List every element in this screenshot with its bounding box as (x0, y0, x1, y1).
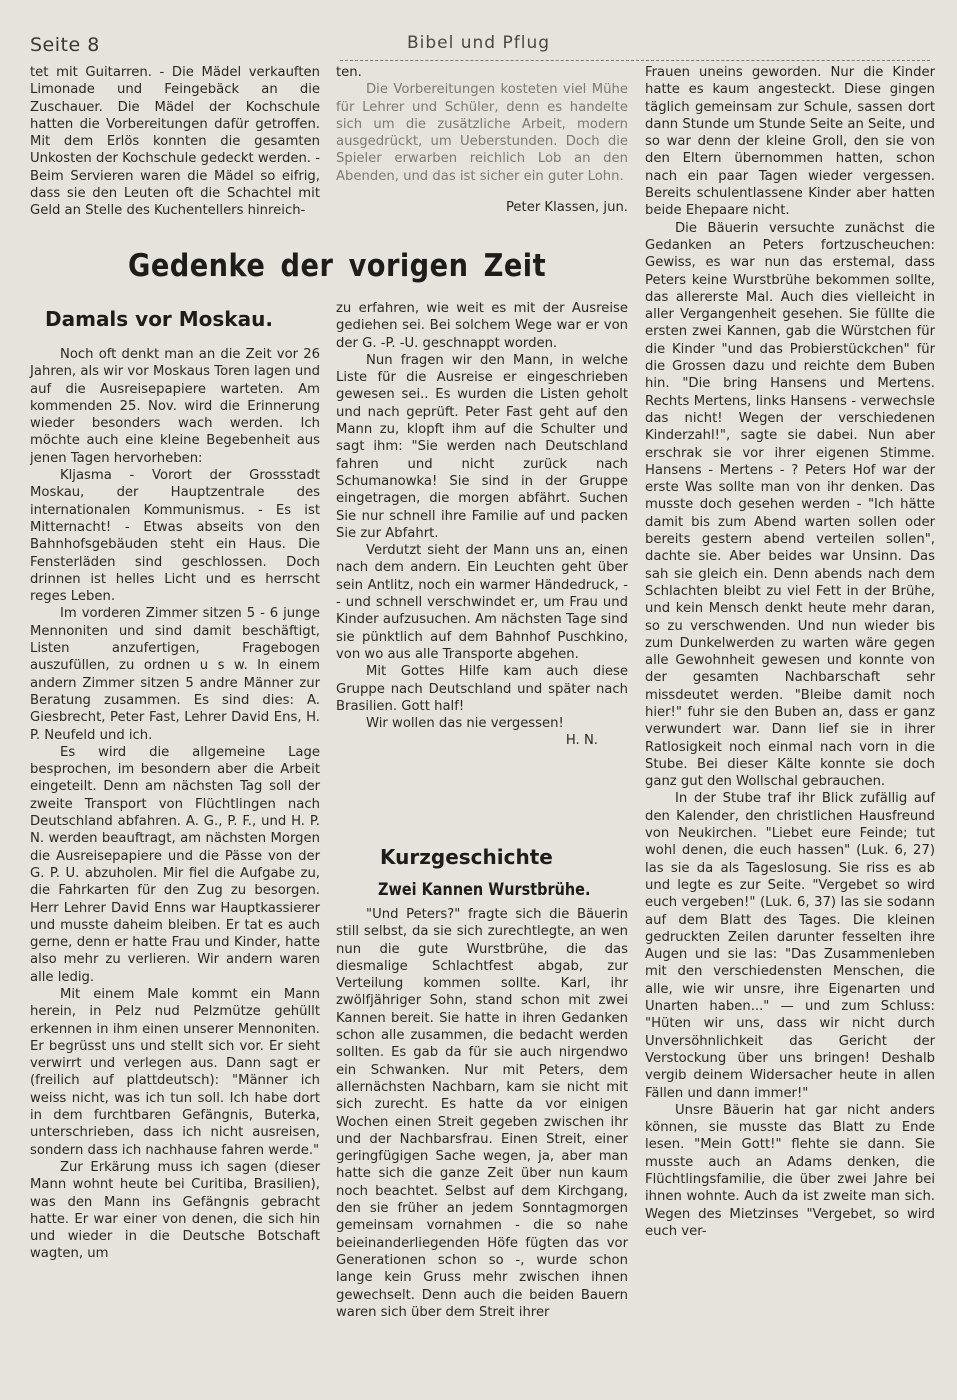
paragraph: Nun fragen wir den Mann, in welche Liste für die Ausreise er eingeschrieben gewesen sei.. Es wurden die Listen geholt und nach geprüft. Peter Fast geht auf den Mann zu, klopft ihm auf die Schulter und sagt ihm: "Sie werden nach Deutschland fahren und nicht zurück nach Schumanowka! Sie sind in der Gruppe eingetragen, die morgen abfährt. Suchen Sie nur schnell ihre Familie auf und packen Sie zur Abfahrt. (336, 352, 628, 541)
journal-title: Bibel und Pflug (406, 33, 551, 53)
paragraph: Unsre Bäuerin hat gar nicht anders können, sie musste das Blatt zu Ende lesen. "Mein Gott!" flehte sie dann. Sie musste auch an Adams denken, die Flüchtlingsfamilie, die über zwei Jahre bei ihnen wohnte. Auch da ist zweite man sich. Wegen des Mietzinses "Vergebet, so wird euch ver- (645, 1102, 935, 1239)
col2-top-text (336, 64, 628, 216)
paragraph: In der Stube traf ihr Blick zufällig auf den Kalender, den christlichen Hausfreund von Neukirchen. "Liebet eure Feinde; tut wohl denen, die euch hassen" (Luk. 6, 27) las sie da als Tageslosung. Sie riss es ab und legte es zur Seite. "Vergebet so wird euch vergeben!" (Luk. 6, 37) las sie sodann auf dem Blatt des Tages. Die kleinen gedruckten Zeilen darunter fesselten ihre Augen und sie las: "Das Zusammenleben mit den verschiedensten Menschen, die alle, wie wir unsre, ihre Eigenarten und Unarten haben..." — und zum Schluss: "Hüten wir uns, dass wir nicht durch Unversöhnlichkeit das Gericht der Verstockung über uns bringen! Deshalb vergib deinem Widersacher heute in allen Fällen und dann immer!" (645, 791, 935, 1101)
article-title: Damals vor Moskau. (45, 307, 273, 331)
section-heading: Kurzgeschichte (380, 845, 553, 869)
paragraph: Frauen uneins geworden. Nur die Kinder hatte es kaum angesteckt. Diese gingen täglich gemeinsam zur Schule, sassen dort dann Stunde um Stunde Seite an Seite, und so war denn der kleine Groll, den sie von den Eltern übernommen hatten, schon nach ein paar Tagen wieder vergessen. Bereits schulentlassene Kinder aber hatten beide Ehepaare nicht. (645, 65, 935, 219)
paragraph: Die Vorbereitungen kosteten viel Mühe für Lehrer und Schüler, denn es handelte sich um die zusätzliche Arbeit, modern ausgedrückt, um Ueberstunden. Doch die Spieler erwarben reichlich Lob an den Abenden, und das ist sicher ein guter Lohn. (336, 82, 628, 184)
article-column-1 (30, 346, 320, 1263)
paragraph: "Und Peters?" fragte sich die Bäuerin still selbst, da sie sich zurechtlegte, an wen nun die gute Wurstbrühe, die das diesmalige Schlachtfest abgab, zur Verteilung kommen sollte. Karl, ihr zwölfjähriger Sohn, stand schon mit zwei Kannen bereit. Sie hatte in ihren Gedanken schon alle zusammen, die bedacht werden sollten. Es gab da für sie auch nirgendwo ein Schwanken. Nur mit Peters, dem allernächsten Nachbarn, kam sie nicht mit sich zurecht. Es hatte da vor einigen Wochen einen Streit gegeben zwischen ihr und der Nachbarsfrau. Einen Streit, einer geringfügigen Sache wegen, ja, aber man hatte sich die ganze Zeit über nun kaum noch beachtet. Selbst auf dem Kirchgang, den sie früher an jedem Sonntagmorgen gemeinsam vornahmen - die so nahe beieinanderliegenden Höfe fügten das vor Generationen schon so -, wurde schon lange kein Gruss mehr zwischen ihnen gewechselt. Denn auch die beiden Bauern waren sich über dem Streit ihrer (336, 907, 628, 1320)
paragraph: Noch oft denkt man an die Zeit vor 26 Jahren, als wir vor Moskaus Toren lagen und auf die Ausreisepapiere warteten. Am kommenden 25. Nov. wird die Erinnerung wieder besonders wach werden. Ich möchte auch eine kleine Begebenheit aus jenen Tagen hervorheben: (30, 347, 320, 466)
paragraph: Mit Gottes Hilfe kam auch diese Gruppe nach Deutschland und später nach Brasilien. Gott half! (336, 664, 628, 714)
paragraph: tet mit Guitarren. - Die Mädel verkauften Limonade und Feingebäck an die Zuschauer. Die Mädel der Kochschule hatten die Vorbereitungen dafür getroffen. Mit dem Erlös konnten die gesamten Unkosten der Kochschule gedeckt werden. - Beim Servieren waren die Mädel so eifrig, dass sie den Leuten oft die Schachtel mit Geld an Stelle des Kuchentellers hinreich- (30, 65, 320, 219)
paragraph: zu erfahren, wie weit es mit der Ausreise gediehen sei. Bei solchem Wege war er von der G. -P. -U. geschnappt worden. (336, 301, 628, 351)
paragraph: Verdutzt sieht der Mann uns an, einen nach dem andern. Ein Leuchten geht über sein Antlitz, noch ein warmer Händedruck, -- und schnell verschwindet er, um Frau und Kinder aufzusuchen. Am nächsten Tage sind sie pünktlich auf dem Bahnhof Puschkino, von wo aus alle Transporte abgehen. (336, 543, 628, 662)
page-number: Seite 8 (30, 34, 100, 56)
paragraph: Die Bäuerin versuchte zunächst die Gedanken an Peters fortzuscheuchen: Gewiss, es war nun das erstemal, dass Peters keine Wurstbrühe bekommen sollte, das allererste Mal. Auch dies vielleicht in aller Vergangenheit gesehen. Sie füllte die ersten zwei Kannen, gab die Würstchen für die Kinder "und das Probierstückchen" für die Grossen dazu und reichte dem Buben hin. "Die bring Hansens und Mertens. Rechts Mertens, links Hansens - verwechsle das nicht! Wegen der verschiedenen Kinderzahl!", sagte sie dabei. Nun aber erschrak sie vor ihrer eigenen Stimme. Hansens - Mertens - ? Peters Hof war der erste Was sollte man von ihr denken. Das musste doch gesehen werden - "Ich hätte damit bis zum Abend warten sollen oder bereits gestern abend verteilen sollen", dachte sie. Aber beides war Unsinn. Das sah sie gleich ein. Denn abends nach dem Schlachten bleibt zu viel Fett in der Brühe, und kein Mensch denkt heute mehr daran, so zu verschwenden. Und nun wieder bis zum Dunkelwerden zu warten wäre gegen alle Gewohnheit gewesen und konnte von der gesamten Nachbarschaft sehr missdeutet werden. "Bleibe damit noch hier!" fuhr sie den Buben an, dass er ganz verwundert war. Dann lief sie in ihrer Ratlosigkeit noch einmal nach vorn in die Stube. Bei dieser Kälte konnte sie doch ganz gut den Wollschal gebrauchen. (645, 220, 935, 790)
header-rule (340, 60, 930, 61)
signature: Peter Klassen, jun. (505, 200, 628, 216)
col1-top-text (30, 64, 320, 220)
signature: H. N. (565, 733, 598, 749)
story-title: Zwei Kannen Wurstbrühe. (378, 880, 591, 900)
paragraph: Wir wollen das nie vergessen! (366, 716, 564, 732)
paragraph: ten. (336, 65, 362, 80)
paragraph: Zur Erkärung muss ich sagen (dieser Mann wohnt heute bei Curitiba, Brasilien), was den Mann ins Gefängnis gebracht hatte. Er war einer von denen, die sich hin und wieder in die Deutsche Botschaft wagten, um (30, 1159, 320, 1262)
story-column-3 (645, 64, 935, 1240)
paragraph: Mit einem Male kommt ein Mann herein, in Pelz nud Pelzmütze gehüllt erkennen in ihm einen unserer Mennoniten. Er begrüsst uns und stellt sich vor. Er sieht verwirrt und verlegen aus. Dann sagt er (freilich auf plattdeutsch): "Männer ich weiss nicht, was ich tun soll. Ich habe dort in dem furchtbaren Gefängnis, Buterka, unterschrieben, dass ich nicht ausreisen, sondern dass ich nachhause fahren werde." (30, 986, 320, 1158)
paragraph: Kljasma - Vorort der Grossstadt Moskau, der Hauptzentrale des internationalen Kommunismus. - Es ist Mitternacht! - Etwas abseits von den Bahnhofsgebäuden steht ein Haus. Die Fensterläden sind geschlossen. Doch drinnen ist helles Licht und es herrscht reges Leben. (30, 468, 320, 605)
paragraph: Es wird die allgemeine Lage besprochen, im besondern aber die Arbeit eingeteilt. Denn am nächsten Tag soll der zweite Transport von Flüchtlingen nach Deutschland abfahren. A. G., P. F., und H. P. N. werden beauftragt, am nächsten Morgen die Ausreisepapiere und die Pässe von der G. P. U. abzuholen. Mir fiel die Aufgabe zu, die Fahrkarten für den Zug zu besorgen. Herr Lehrer David Enns war Hauptkassierer und musste daheim bleiben. Er tat es auch gerne, denn er hatte Frau und Kinder, hatte also mehr zu verlieren. Wir andern waren alle ledig. (30, 744, 320, 985)
main-headline: Gedenke der vorigen Zeit (128, 248, 547, 284)
paragraph: Im vorderen Zimmer sitzen 5 - 6 junge Mennoniten und sind damit beschäftigt, Listen anzufertigen, Fragebogen auszufüllen, zu ordnen u s w. In einem andern Zimmer sitzen 5 andre Männer zur Beratung zusammen. Es sind dies: A. Giesbrecht, Peter Fast, Lehrer David Ens, H. P. Neufeld und ich. (30, 606, 320, 743)
article-column-2 (336, 300, 628, 750)
story-column-2 (336, 906, 628, 1321)
